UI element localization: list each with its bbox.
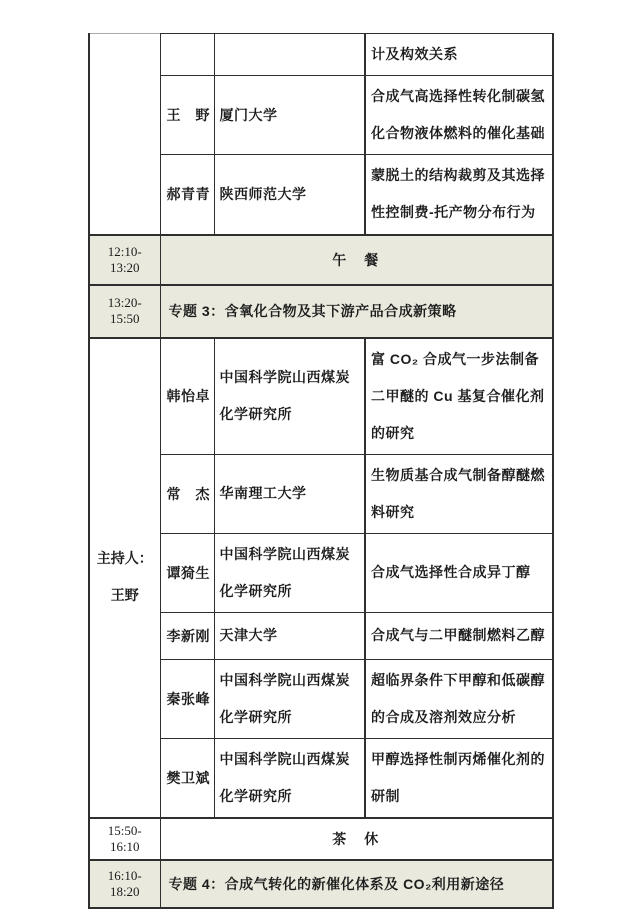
lunch-label-cell: 午 餐 — [160, 235, 553, 285]
institution-cell: 天津大学 — [214, 612, 365, 659]
speaker-name-cell: 郝青青 — [160, 155, 214, 235]
topic-cell: 合成气与二甲醚制燃料乙醇 — [365, 612, 553, 659]
speaker-name-cell: 谭猗生 — [160, 533, 214, 612]
table-row-continuation — [89, 34, 553, 76]
time-cell-empty — [89, 34, 160, 235]
conference-schedule-table — [88, 33, 554, 909]
institution-cell: 中国科学院山西煤炭化学研究所 — [214, 533, 365, 612]
session-time-cell: 15:50-16:10 — [89, 818, 160, 860]
speaker-name-cell: 常 杰 — [160, 454, 214, 533]
speaker-name-cell-empty — [160, 34, 214, 76]
topic-cell: 超临界条件下甲醇和低碳醇的合成及溶剂效应分析 — [365, 659, 553, 738]
table-row-lunch — [89, 235, 553, 285]
table-row-session4 — [89, 860, 553, 908]
speaker-name-cell: 秦张峰 — [160, 659, 214, 738]
session-time-cell: 16:10-18:20 — [89, 860, 160, 908]
topic-cell: 合成气选择性合成异丁醇 — [365, 533, 553, 612]
table-row-tea-break — [89, 818, 553, 860]
table-row-session3 — [89, 285, 553, 338]
moderator-label: 主持人： — [96, 551, 153, 567]
institution-cell: 中国科学院山西煤炭化学研究所 — [214, 338, 365, 455]
moderator-cell — [89, 338, 160, 819]
speaker-name-cell: 王 野 — [160, 76, 214, 155]
session-label-cell: 专题 4：合成气转化的新催化体系及 CO₂利用新途径 — [160, 860, 553, 908]
speaker-name-cell: 樊卫斌 — [160, 738, 214, 818]
topic-cell: 富 CO₂ 合成气一步法制备二甲醚的 Cu 基复合催化剂的研究 — [365, 338, 553, 455]
institution-cell: 中国科学院山西煤炭化学研究所 — [214, 659, 365, 738]
topic-cell: 计及构效关系 — [365, 34, 553, 76]
institution-cell: 厦门大学 — [214, 76, 365, 155]
institution-cell: 中国科学院山西煤炭化学研究所 — [214, 738, 365, 818]
speaker-name-cell: 韩怡卓 — [160, 338, 214, 455]
topic-cell: 生物质基合成气制备醇醚燃料研究 — [365, 454, 553, 533]
tea-break-label-cell: 茶 休 — [160, 818, 553, 860]
institution-cell-empty — [214, 34, 365, 76]
institution-cell: 华南理工大学 — [214, 454, 365, 533]
topic-cell: 合成气高选择性转化制碳氢化合物液体燃料的催化基础 — [365, 76, 553, 155]
topic-cell: 甲醇选择性制丙烯催化剂的研制 — [365, 738, 553, 818]
session-time-cell: 12:10-13:20 — [89, 235, 160, 285]
session-label-cell: 专题 3：含氧化合物及其下游产品合成新策略 — [160, 285, 553, 338]
moderator-name: 王野 — [110, 588, 139, 604]
table-row-speaker — [89, 338, 553, 455]
session-time-cell: 13:20-15:50 — [89, 285, 160, 338]
topic-cell: 蒙脱土的结构裁剪及其选择性控制费-托产物分布行为 — [365, 155, 553, 235]
institution-cell: 陕西师范大学 — [214, 155, 365, 235]
speaker-name-cell: 李新刚 — [160, 612, 214, 659]
